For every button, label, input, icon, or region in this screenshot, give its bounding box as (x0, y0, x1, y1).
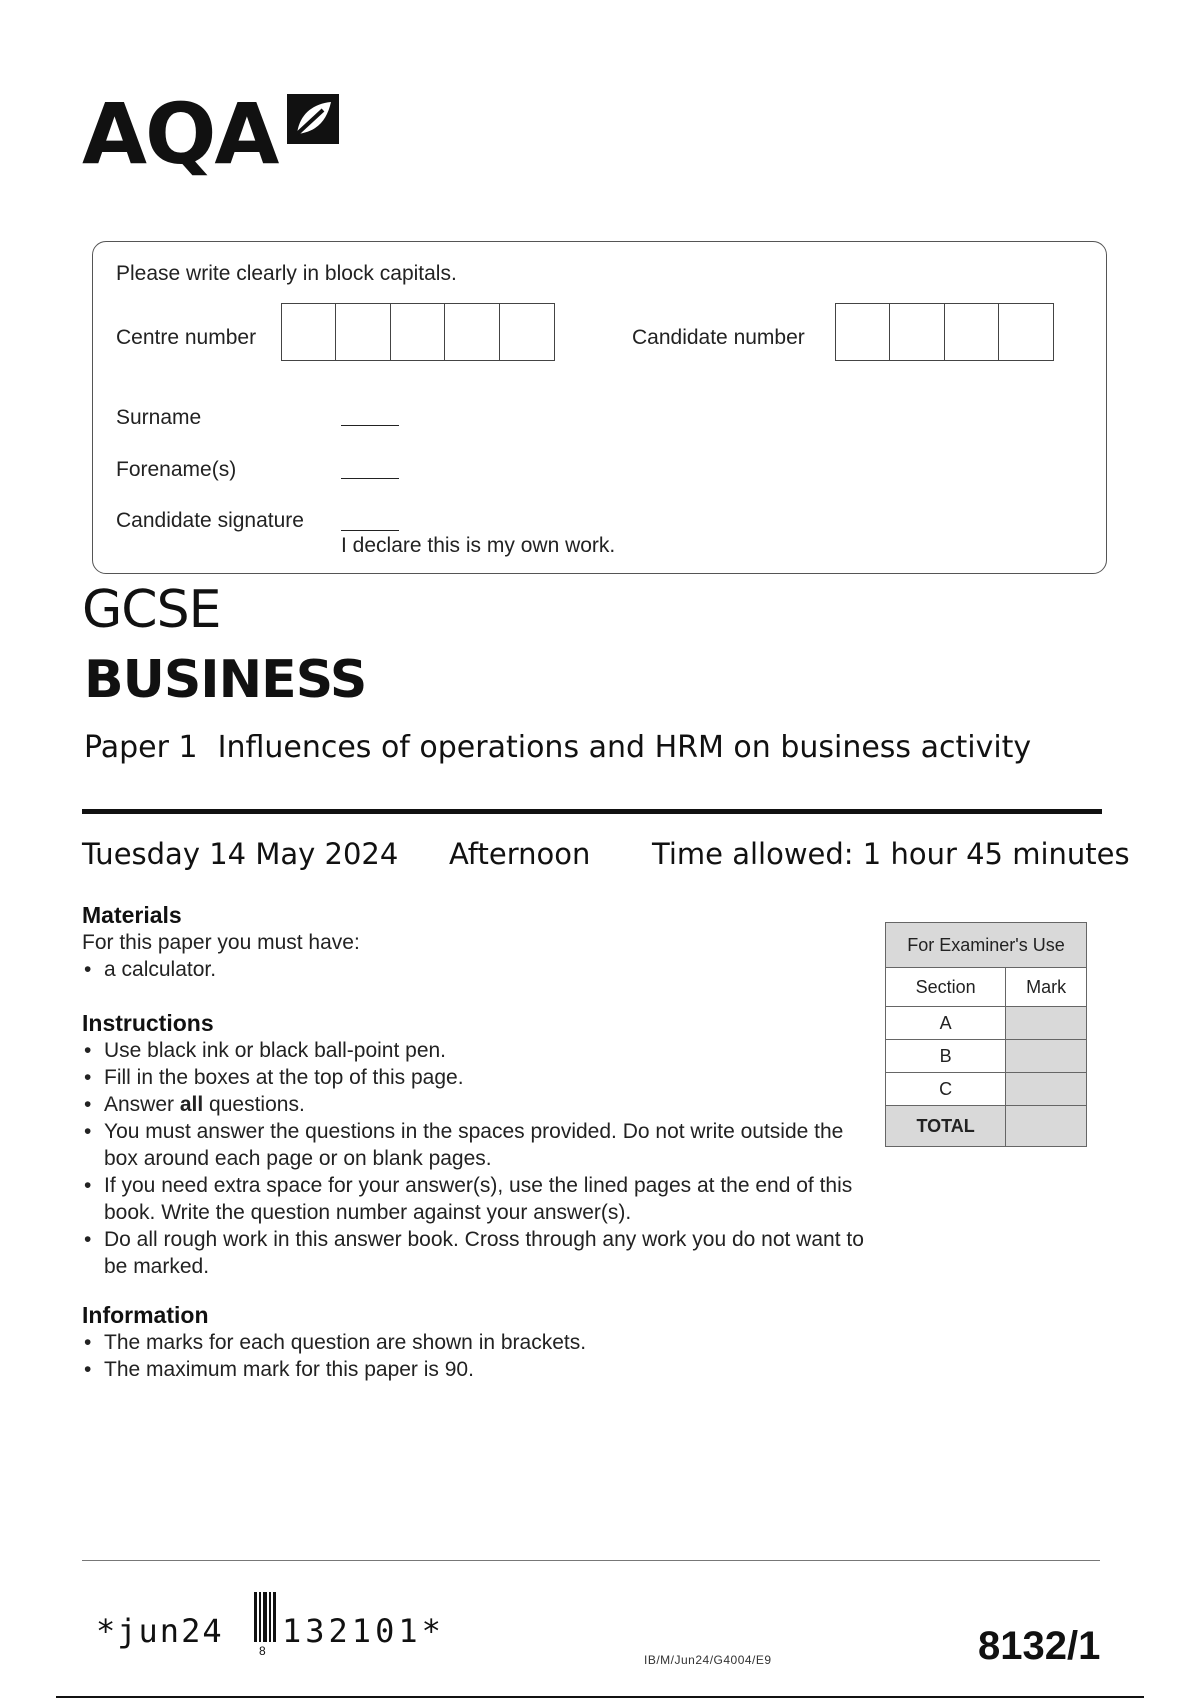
barcode-prefix: *jun24 (96, 1612, 224, 1650)
centre-number-box[interactable] (444, 303, 500, 361)
logo-text: AQA (82, 85, 278, 183)
centre-number-box[interactable] (281, 303, 337, 361)
candidate-number-label: Candidate number (632, 326, 805, 349)
centre-number-boxes[interactable] (282, 303, 555, 361)
qualification-level: GCSE (82, 580, 221, 640)
footer-divider (82, 1560, 1100, 1561)
mark-cell (1006, 1007, 1087, 1040)
bottom-border (56, 1696, 1144, 1698)
barcode-icon (254, 1592, 278, 1644)
candidate-number-box[interactable] (889, 303, 945, 361)
candidate-number-box[interactable] (998, 303, 1054, 361)
candidate-number-box[interactable] (835, 303, 891, 361)
instruction-item: • Do all rough work in this answer book. Cross through any work you do not want to be marked. (82, 1226, 872, 1280)
paper-number: Paper 1 (84, 730, 198, 765)
information-section (82, 1302, 872, 1383)
section-label: C (886, 1073, 1006, 1106)
total-mark-cell (1006, 1106, 1087, 1147)
mark-cell (1006, 1040, 1087, 1073)
aqa-leaf-icon (283, 90, 343, 148)
materials-item: • a calculator. (82, 956, 872, 983)
instruction-item: • If you need extra space for your answer(s), use the lined pages at the end of this book. Write the question number against your answer(s). (82, 1172, 872, 1226)
materials-intro: For this paper you must have: (82, 931, 360, 954)
paper-title-line (84, 730, 1031, 765)
instruction-item: • You must answer the questions in the spaces provided. Do not write outside the box around each page or on blank pages. (82, 1118, 872, 1172)
examiners-use-title: For Examiner's Use (886, 923, 1087, 968)
forenames-label: Forename(s) (116, 458, 237, 481)
information-heading: Information (82, 1302, 209, 1328)
total-label: TOTAL (886, 1106, 1006, 1147)
barcode-suffix: 132101* (282, 1612, 445, 1650)
document-reference: IB/M/Jun24/G4004/E9 (644, 1653, 772, 1667)
section-column-header: Section (886, 968, 1006, 1007)
mark-column-header: Mark (1006, 968, 1087, 1007)
paper-title: Influences of operations and HRM on business activity (217, 730, 1032, 765)
aqa-logo (82, 85, 343, 183)
instruction-item: • Fill in the boxes at the top of this page. (82, 1064, 872, 1091)
surname-field[interactable] (341, 425, 399, 426)
candidate-details-box (92, 241, 1107, 574)
centre-number-box[interactable] (335, 303, 391, 361)
signature-label: Candidate signature (116, 509, 304, 532)
information-item: • The marks for each question are shown in brackets. (82, 1329, 872, 1356)
exam-session: Afternoon (449, 837, 591, 871)
materials-heading: Materials (82, 902, 182, 928)
candidate-number-boxes[interactable] (836, 303, 1054, 361)
answer-all-tail: questions. (203, 1093, 305, 1116)
time-allowed: Time allowed: 1 hour 45 minutes (652, 837, 1130, 871)
surname-label: Surname (116, 406, 202, 429)
subject-title: BUSINESS (84, 650, 367, 710)
materials-section (82, 902, 872, 983)
centre-number-box[interactable] (499, 303, 555, 361)
forenames-field[interactable] (341, 478, 399, 479)
information-item: • The maximum mark for this paper is 90. (82, 1356, 872, 1383)
title-divider (82, 809, 1102, 814)
instructions-section (82, 1010, 872, 1280)
centre-number-box[interactable] (390, 303, 446, 361)
instruction-item: • Use black ink or black ball-point pen. (82, 1037, 872, 1064)
barcode-digit: 8 (259, 1644, 266, 1658)
exam-date: Tuesday 14 May 2024 (82, 837, 399, 871)
answer-all-bold: all (179, 1093, 204, 1116)
instructions-heading: Instructions (82, 1010, 214, 1036)
centre-number-label: Centre number (116, 326, 257, 349)
candidate-number-box[interactable] (944, 303, 1000, 361)
instruction-item (82, 1091, 872, 1118)
examiners-use-table (885, 922, 1087, 1147)
mark-cell (1006, 1073, 1087, 1106)
declaration-text: I declare this is my own work. (341, 534, 616, 557)
block-capitals-instruction: Please write clearly in block capitals. (116, 262, 457, 285)
section-label: B (886, 1040, 1006, 1073)
paper-code: 8132/1 (978, 1624, 1101, 1668)
signature-field[interactable] (341, 530, 399, 531)
answer-all-prefix: Answer (104, 1093, 180, 1116)
section-label: A (886, 1007, 1006, 1040)
